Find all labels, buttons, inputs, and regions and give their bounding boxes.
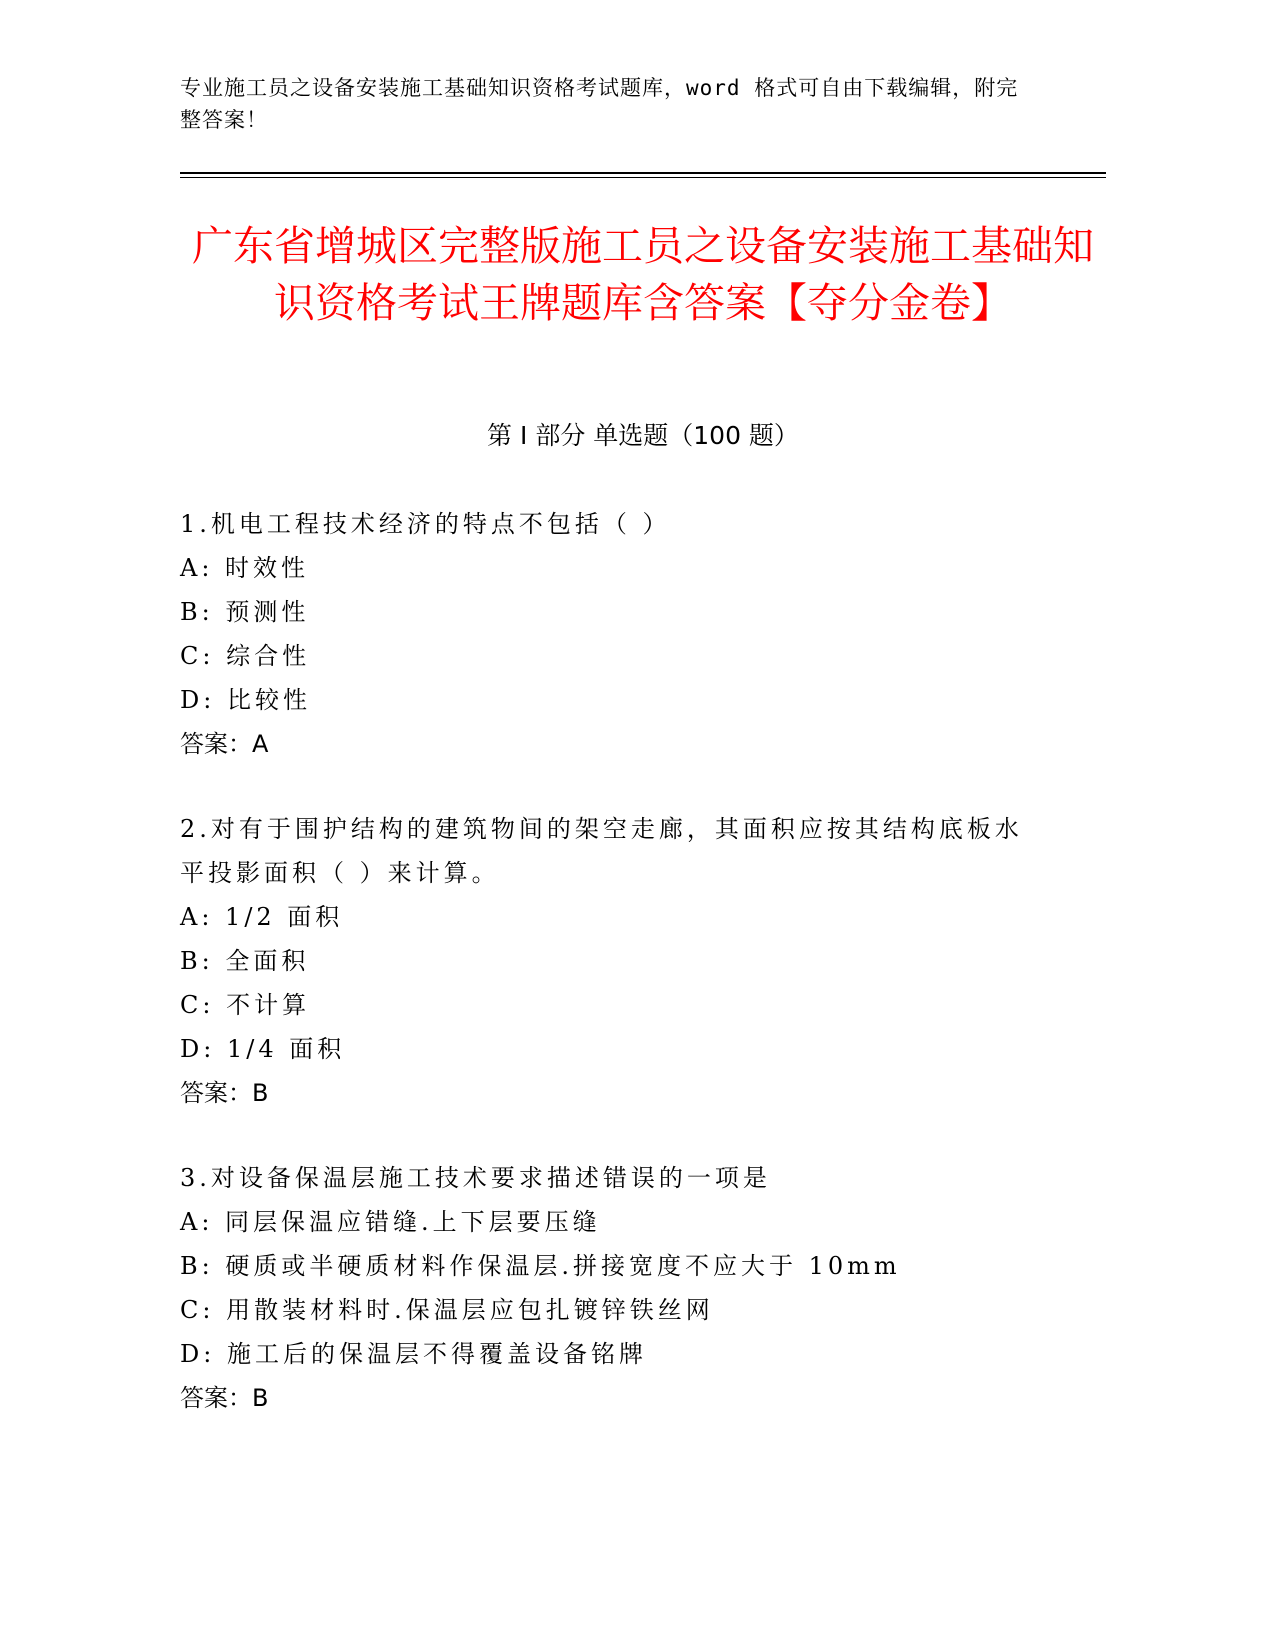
option-a: A: 1/2 面积 [180, 903, 344, 931]
option-b: B: 全面积 [180, 947, 310, 975]
question-text: 2.对有于围护结构的建筑物间的架空走廊，其面积应按其结构底板水平投影面积（ ）来计算。 [180, 815, 1023, 887]
answer: 答案：B [180, 1384, 269, 1412]
option-a: A: 同层保温应错缝.上下层要压缝 [180, 1208, 601, 1236]
option-b: B: 预测性 [180, 598, 310, 626]
question-3 [180, 1156, 1040, 1420]
option-d: D: 施工后的保温层不得覆盖设备铭牌 [180, 1340, 647, 1368]
option-d: D: 1/4 面积 [180, 1035, 346, 1063]
question-2 [180, 807, 1040, 1115]
option-a: A: 时效性 [180, 554, 310, 582]
question-list [180, 502, 1040, 1461]
question-1 [180, 502, 1040, 766]
option-d: D: 比较性 [180, 686, 311, 714]
answer: 答案：A [180, 730, 269, 758]
section-heading: 第 I 部分 单选题（100 题） [487, 421, 799, 450]
option-c: C: 综合性 [180, 642, 311, 670]
option-c: C: 不计算 [180, 991, 311, 1019]
document-title: 广东省增城区完整版施工员之设备安装施工基础知识资格考试王牌题库含答案【夺分金卷】 [192, 222, 1094, 327]
answer: 答案：B [180, 1079, 269, 1107]
option-b: B: 硬质或半硬质材料作保温层.拼接宽度不应大于 10mm [180, 1252, 901, 1280]
header-divider-thick [180, 172, 1106, 174]
question-text: 1.机电工程技术经济的特点不包括（ ） [180, 510, 671, 538]
question-text: 3.对设备保温层施工技术要求描述错误的一项是 [180, 1164, 771, 1192]
header-divider-thin [180, 177, 1106, 178]
header-note: 专业施工员之设备安装施工基础知识资格考试题库，word 格式可自由下载编辑，附完整答案！ [180, 76, 1019, 132]
option-c: C: 用散装材料时.保温层应包扎镀锌铁丝网 [180, 1296, 714, 1324]
